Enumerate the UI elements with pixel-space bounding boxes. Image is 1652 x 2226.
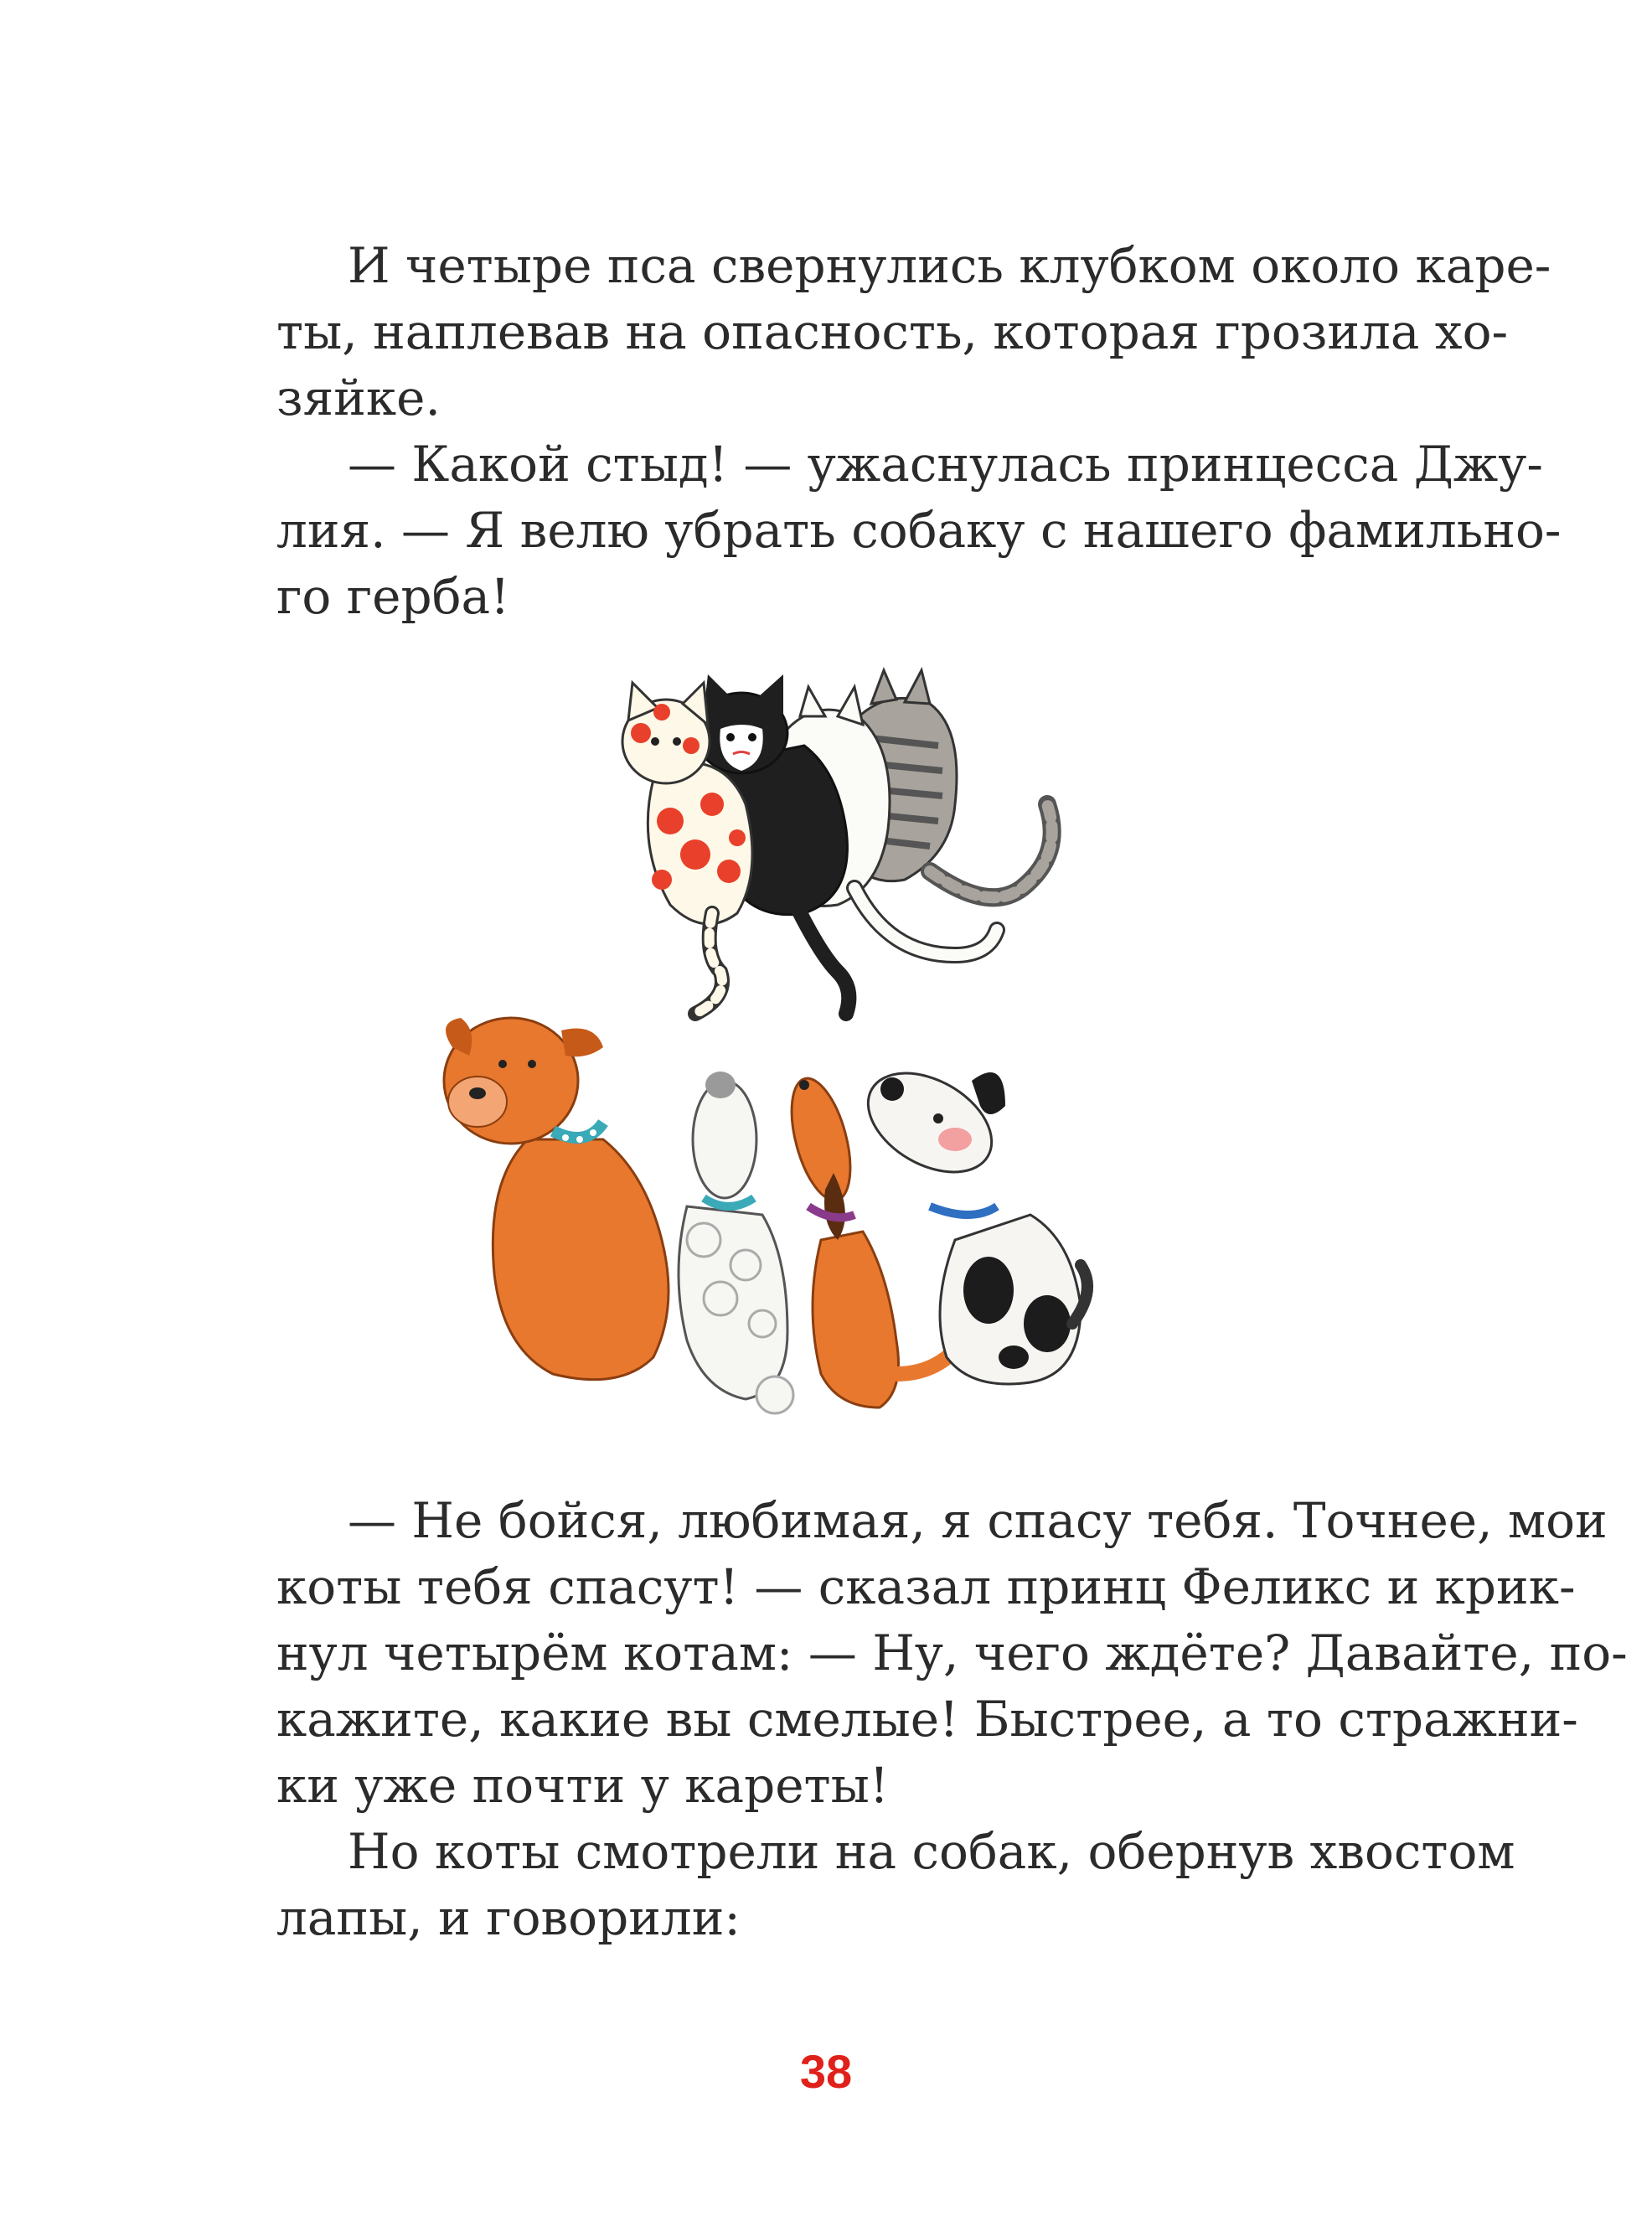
paragraph xyxy=(276,1488,1628,1819)
text-line: И четыре пса свернулись клубком около каре- xyxy=(348,237,1551,294)
text-line: лапы, и говорили: xyxy=(276,1889,741,1946)
white-poodle xyxy=(679,1072,793,1413)
text-line: ки уже почти у кареты! xyxy=(276,1757,890,1814)
text-line: Но коты смотрели на собак, обернув хвостом xyxy=(348,1823,1515,1880)
orange-bulldog xyxy=(444,1018,669,1380)
paragraph xyxy=(276,431,1562,630)
text-line: коты тебя спасут! — сказал принц Феликс и крик- xyxy=(276,1558,1576,1615)
text-block-top xyxy=(276,233,1562,630)
text-line: — Не бойся, любимая, я спасу тебя. Точнее, мои xyxy=(348,1492,1608,1549)
text-line: нул четырём котам: — Ну, чего ждёте? Давайте, по- xyxy=(276,1624,1628,1681)
paragraph xyxy=(276,1819,1515,1951)
text-line: зяйке. xyxy=(276,369,441,426)
cats-group xyxy=(622,670,1052,1014)
paragraph xyxy=(276,233,1551,431)
text-block-bottom xyxy=(276,1488,1628,1951)
text-line: лия. — Я велю убрать собаку с нашего фамильно- xyxy=(276,502,1562,559)
text-line: кажите, какие вы смелые! Быстрее, а то стражни- xyxy=(276,1691,1578,1748)
page-number: 38 xyxy=(799,2045,853,2098)
text-line: — Какой стыд! — ужаснулась принцесса Джу- xyxy=(348,436,1543,493)
text-line: ты, наплевав на опасность, которая грозила хо- xyxy=(276,303,1509,360)
cats-and-dogs-illustration xyxy=(352,637,1357,1458)
text-line: го герба! xyxy=(276,568,510,625)
dogs-group xyxy=(444,1018,1087,1413)
